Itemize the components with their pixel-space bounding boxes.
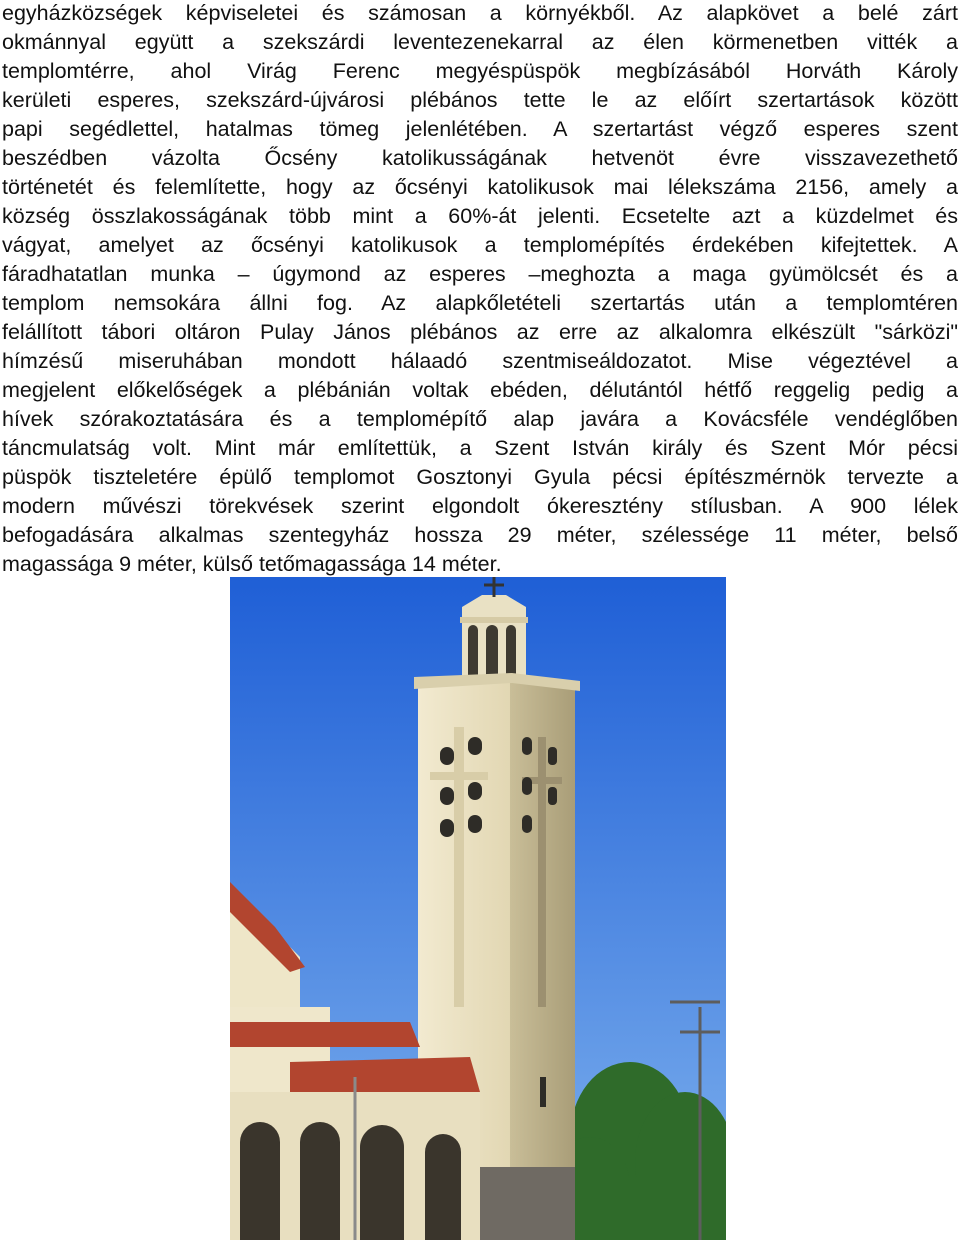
text-line: táncmulatság volt. Mint már említettük, a Szent István király és Szent Mór pécsi [2,436,958,460]
article-text [2,0,958,579]
text-line: fáradhatatlan munka – úgymond az esperes –meghozta a maga gyümölcsét és a [2,262,958,286]
text-line: befogadására alkalmas szentegyház hossza 29 méter, szélessége 11 méter, belső [2,523,958,547]
text-line: hívek szórakoztatására és a templomépítő alap javára a Kovácsféle vendéglőben [2,407,958,431]
text-line: püspök tiszteletére épülő templomot Gosztonyi Gyula pécsi építészmérnök tervezte a [2,465,958,489]
text-line: község összlakosságának több mint a 60%-át jelenti. Ecsetelte azt a küzdelmet és [2,204,958,228]
text-line: templom nemsokára állni fog. Az alapkőletételi szertartás után a templomtéren [2,291,958,315]
text-line: papi segédlettel, hatalmas tömeg jelenlétében. A szertartást végző esperes szent [2,117,958,141]
text-line: beszédben vázolta Őcsény katolikusságának hetvenöt évre visszavezethető [2,146,958,170]
text-line: megjelent előkelőségek a plébánián voltak ebéden, délutántól hétfő reggelig pedig a [2,378,958,402]
text-line: okmánnyal együtt a szekszárdi leventezenekarral az élen körmenetben vitték a [2,30,958,54]
text-line: egyházközségek képviseletei és számosan a környékből. Az alapkövet a belé zárt [2,1,958,25]
text-line: felállított tábori oltáron Pulay János plébános az erre az alkalomra elkészült "sárközi" [2,320,958,344]
text-line: hímzésű miseruhában mondott hálaadó szentmiseáldozatot. Mise végeztével a [2,349,958,373]
text-line: történetét és felemlítette, hogy az őcsényi katolikusok mai lélekszáma 2156, amely a [2,175,958,199]
text-line: magassága 9 méter, külső tetőmagassága 14 méter. [2,552,502,576]
church-tower-photo [230,577,726,1240]
text-line: vágyat, amelyet az őcsényi katolikusok a templomépítés érdekében kifejtettek. A [2,233,958,257]
text-line: modern művészi törekvések szerint elgondolt ókeresztény stílusban. A 900 lélek [2,494,958,518]
text-line: kerületi esperes, szekszárd-újvárosi plébános tette le az előírt szertartások között [2,88,958,112]
text-line: templomtérre, ahol Virág Ferenc megyéspüspök megbízásából Horváth Károly [2,59,958,83]
